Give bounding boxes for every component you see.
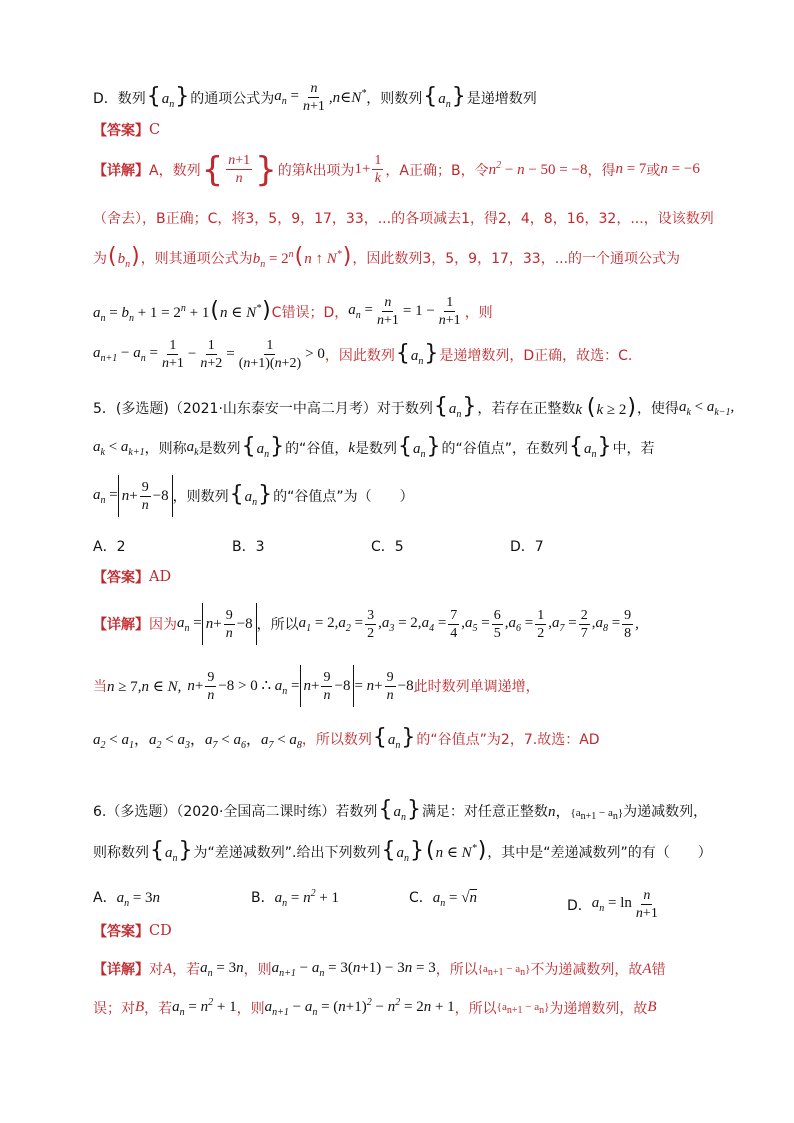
q4-answer (93, 120, 734, 140)
text: A，数列 (149, 162, 201, 179)
text: 对 (149, 962, 163, 978)
text: 此时数列单调递增， (413, 679, 540, 695)
math-domain: ,n∈N* (328, 88, 367, 106)
text: ，A正确；B，令 (385, 162, 489, 179)
q6-detail-line-2: 误；对 B ，若 $a_n = n^2 + 1$ ，则 $a_{n+1} - a_n = (n+1)^2 - n^2 = 2n + 1$ ，所以 $\{a_{n+1} - a_n\}$ 为递增数列，故 B (93, 997, 657, 1018)
text: 则称数列 (93, 845, 149, 861)
text: ，因此数列 (324, 347, 395, 364)
option-a[interactable]: A．2 (93, 539, 126, 555)
q5-answer (93, 567, 734, 587)
detail-label: 【详解】 (93, 617, 149, 633)
text: D．数列 (93, 90, 146, 107)
option-c[interactable]: C．5 (371, 539, 404, 555)
fraction: $\frac{n}{n+1}$ (303, 81, 325, 114)
text: 的“谷值， (285, 441, 349, 457)
answer-label: 【答案】 (93, 924, 149, 940)
text: 当 (93, 679, 107, 695)
text: ，若 (172, 962, 201, 978)
option-d[interactable]: D． $a_n = \ln$ $\frac{n}{n+1}$ (567, 888, 658, 921)
text: ，则 (243, 962, 272, 978)
text: 的通项公式为 (190, 90, 275, 107)
text: ，则其通项公式为 (140, 251, 253, 267)
text: 不为递减数列，故 (530, 962, 643, 978)
text: ，则 (236, 1000, 265, 1017)
text: 为递减数列， (623, 804, 708, 820)
text: 是递增数列 (466, 90, 537, 107)
q4-detail-line-1: 【详解】 A，数列 { $\frac{n+1}{n}$ } 的第 k 出项为 1+ $\frac{1}{k}$ ，A正确；B，令 $n^2 - n - 50 = -8$ ，得 n = 7 或 n = −6 (93, 149, 700, 190)
q5-detail-line-3: $a_2 < a_1$，$a_2 < a_3$，$a_7 < a_6$，$a_7 < a_8$ ，所以数列 $\{a_n\}$ 的“谷值点”为2，7.故选：AD (93, 725, 600, 751)
text: ，其中是“差递减数列”的有（ ） (487, 845, 712, 861)
q5-stem-line-2: $a_k < a_{k+1}$ ，则称 $a_k$ 是数列 $\{a_n\}$ 的“谷值， k 是数列 $\{a_n\}$ 的“谷值点”，在数列 $\{a_n\}$ 中，若 (93, 434, 655, 460)
text: ，则 (464, 304, 493, 321)
math-seq: $\{a_n\}$ (423, 83, 466, 110)
text: ，得 (587, 162, 616, 179)
text: 中，若 (612, 441, 655, 457)
text: 的“谷值点”为（ ） (273, 489, 414, 505)
q6-stem-line-1: 6.（多选题）（2020·全国高二课时练）若数列 $\{a_n\}$ 满足：对任意正整数 n，$\{a_{n+1} - a_n\}$ 为递减数列， (93, 797, 708, 823)
q5-detail-line-1: 【详解】 因为 $a_n$ = n+ $\frac{9}{n}$ −8 ，所以 $a_1 = 2,a_2$ = $\frac{3}{2}$ $,a_3 = 2,a_4$ = $\frac{7}{4}$ $,a_5$ = $\frac{6}{5}$ $,a_6$ = $\frac{1}{2}$ $,a_7$ = $\frac{2}{7}$ $,a_8$ = $\frac{9}{8}$ , (93, 603, 734, 645)
text: ，所以 (256, 617, 299, 633)
q4-detail-line-3: 为 $(b_n)$ ，则其通项公式为 $b_n = 2^n(n$ ↑ N*) ，因此数列3，5，9，17，33，...的一个通项公式为 (93, 244, 681, 270)
q5-stem-line-3: $a_n$ = n+ $\frac{9}{n}$ −8 ，则数列 $\{a_n\}$ 的“谷值点”为（ ） (93, 475, 734, 517)
text: 或 (646, 162, 661, 179)
q5-options (93, 536, 734, 556)
q6-answer (93, 921, 734, 941)
text: 是递增数列，D正确，故选：C. (439, 347, 633, 364)
option-d[interactable]: D．7 (510, 539, 544, 555)
q4-detail-line-4: $a_n = b_n + 1 = 2^n + 1(n$ ∈ N*) C错误；D， $a_n$ = $\frac{n}{n+1}$ = 1 − $\frac{1}{n+1}$ ，则 (93, 295, 493, 328)
answer-value: CD (149, 923, 172, 939)
answer-value: AD (149, 569, 172, 585)
q6-detail-line-1: 【详解】 对 A ，若 $a_n = 3n$ ，则 $a_{n+1} - a_n = 3(n+1) - 3n = 3$ ，所以 $\{a_{n+1} - a_n\}$ 不为递减数列，故 A 错 (93, 959, 666, 979)
math-formula: $a_n$ = (274, 88, 299, 107)
text: ，所以 (435, 962, 478, 978)
option-b[interactable]: B．3 (232, 539, 265, 555)
text: 因为 (149, 617, 177, 633)
text: 为 (93, 251, 107, 267)
option-b[interactable]: B．$a_n = n^2 + 1$ (251, 888, 340, 909)
text: 的第 (277, 162, 306, 179)
text: （舍去），B正确；C，将3，5，9，17，33，...的各项减去1，得2，4，8，16，32，...，设该数列 (93, 211, 714, 227)
text: ，若存在正整数 (477, 401, 576, 417)
option-a[interactable]: A．$a_n = 3n$ (93, 890, 161, 909)
q4-detail-line-2 (93, 208, 734, 228)
q5-detail-line-2: 当 n ≥ 7,n ∈ N, n+ $\frac{9}{n}$ −8 > 0 ∴ $a_n$ = n+ $\frac{9}{n}$ −8 = n+ $\frac{9}{n}$ −8 此时数列单调递增， (93, 665, 734, 707)
text: 的“谷值点”为2，7.故选：AD (416, 732, 600, 748)
prev-option-d (93, 80, 734, 115)
text: 为递增数列，故 (549, 1000, 648, 1017)
text: 是数列 (198, 441, 241, 457)
fraction: $\frac{n+1}{n}$ (228, 153, 251, 186)
text: ，则数列 (172, 489, 229, 505)
text: 的“谷值点”，在数列 (441, 441, 569, 457)
text: 满足：对任意正整数 (421, 804, 548, 820)
text: ，所以数列 (301, 732, 372, 748)
text: 误；对 (93, 1000, 135, 1017)
fraction: $\frac{1}{k}$ (374, 153, 382, 186)
text: 是数列 (355, 441, 397, 457)
text: ，则数列 (366, 90, 423, 107)
answer-value: C (149, 122, 161, 138)
q4-detail-line-5: $a_{n+1} - a_n$ = $\frac{1}{n+1}$ − $\frac{1}{n+2}$ = $\frac{1}{(n+1)(n+2)}$ > 0 ，因此数列 $\{a_n\}$ 是递增数列，D正确，故选：C. (93, 338, 633, 371)
answer-label: 【答案】 (93, 123, 149, 139)
text: ，若 (144, 1000, 173, 1017)
question-stem: 6.（多选题）（2020·全国高二课时练）若数列 (93, 804, 378, 820)
q5-stem-line-1: 5．(多选题)（2021·山东泰安一中高二月考）对于数列 $\{a_n\}$ ，若存在正整数 k (k ≥ 2) ，使得 $a_k < a_{k-1}$, (93, 394, 735, 420)
text: C错误；D， (271, 304, 349, 321)
text: ，因此数列3，5，9，17，33，...的一个通项公式为 (352, 251, 681, 267)
math-seq: $\{a_n\}$ (146, 83, 190, 110)
text: 错 (651, 962, 666, 978)
detail-label: 【详解】 (93, 162, 149, 179)
question-stem: 5．(多选题)（2021·山东泰安一中高二月考）对于数列 (93, 401, 433, 417)
q6-options (93, 887, 734, 922)
text: ，则称 (144, 441, 187, 457)
text: ，所以 (454, 1000, 497, 1017)
detail-label: 【详解】 (93, 962, 149, 978)
option-c[interactable]: C．$a_n = √n$ (409, 890, 477, 909)
text: ，使得 (636, 401, 679, 417)
text: 为“差递减数列”.给出下列数列 (193, 845, 381, 861)
text: 出项为 (312, 162, 355, 179)
answer-label: 【答案】 (93, 570, 149, 586)
q6-stem-line-2: 则称数列 $\{a_n\}$ 为“差递减数列”.给出下列数列 $\{a_n\}(n$ ∈ N*) ，其中是“差递减数列”的有（ ） (93, 838, 712, 864)
